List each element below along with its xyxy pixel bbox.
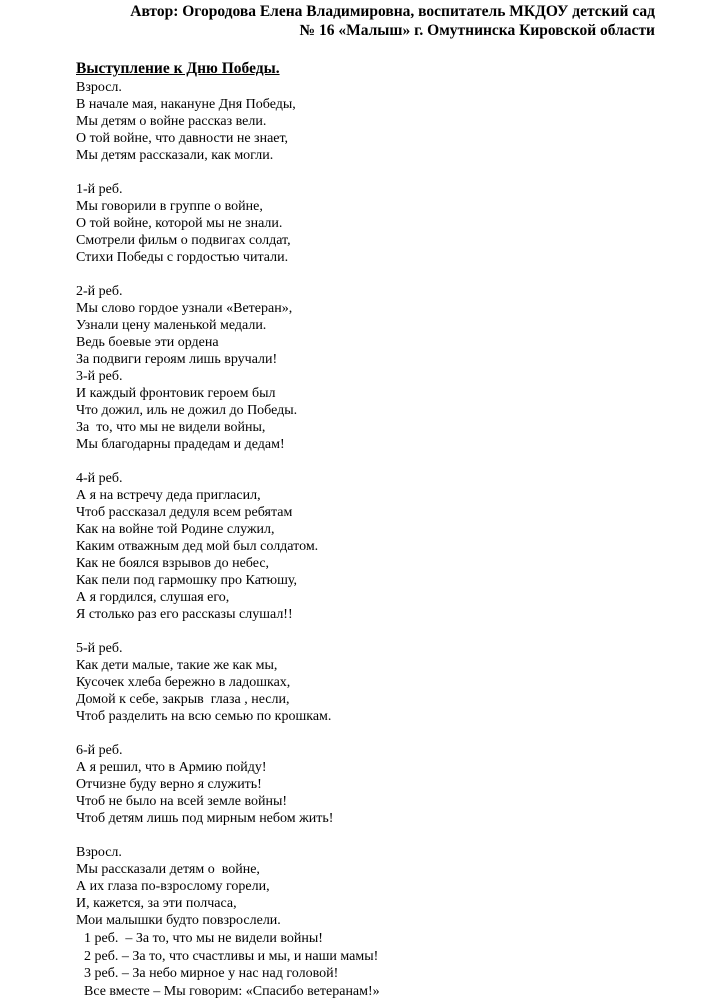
stanza <box>76 640 333 725</box>
poem-line: Мы детям рассказали, как могли. <box>76 148 274 163</box>
poem-line: Стихи Победы с гордостью читали. <box>76 250 289 265</box>
poem-line: Чтоб разделить на всю семью по крошкам. <box>76 709 332 724</box>
page-title: Выступление к Дню Победы. <box>76 60 280 77</box>
poem-line: О той войне, которой мы не знали. <box>76 216 283 231</box>
speaker-label: 3-й реб. <box>76 369 123 384</box>
poem-line: Чтоб рассказал дедуля всем ребятам <box>76 505 293 520</box>
poem-line: Мы рассказали детям о войне, <box>76 862 260 877</box>
document-header <box>130 2 655 40</box>
poem-line: За подвиги героям лишь вручали! <box>76 352 278 367</box>
stanza <box>76 181 333 266</box>
closing-line: Все вместе – Мы говорим: «Спасибо ветеранам!» <box>84 983 380 999</box>
poem-line: А я на встречу деда пригласил, <box>76 488 261 503</box>
poem-line: О той войне, что давности не знает, <box>76 131 289 146</box>
poem-line: Чтоб не было на всей земле войны! <box>76 794 288 809</box>
poem-line: Мы благодарны прадедам и дедам! <box>76 437 285 452</box>
poem-line: Как дети малые, такие же как мы, <box>76 658 278 673</box>
stanza <box>76 844 333 929</box>
header-author-line: Автор: Огородова Елена Владимировна, воспитатель МКДОУ детский сад <box>130 3 655 20</box>
poem-line: Каким отважным дед мой был солдатом. <box>76 539 319 554</box>
poem-body <box>76 79 333 929</box>
stanza <box>76 470 333 623</box>
closing-line: 3 реб. – За небо мирное у нас над головой! <box>84 966 339 982</box>
stanza-spacer <box>76 164 333 181</box>
poem-line: Мы говорили в группе о войне, <box>76 199 263 214</box>
speaker-label: Взросл. <box>76 80 122 95</box>
speaker-label: 1-й реб. <box>76 182 123 197</box>
poem-line: Узнали цену маленькой медали. <box>76 318 267 333</box>
poem-line: А их глаза по-взрослому горели, <box>76 879 270 894</box>
closing-lines <box>84 930 380 1000</box>
poem-line: Кусочек хлеба бережно в ладошках, <box>76 675 291 690</box>
poem-line: А я гордился, слушая его, <box>76 590 230 605</box>
closing-line: 1 реб. – За то, что мы не видели войны! <box>84 931 323 946</box>
stanza-spacer <box>76 623 333 640</box>
poem-line: Мы детям о войне рассказ вели. <box>76 114 267 129</box>
poem-line: А я решил, что в Армию пойду! <box>76 760 267 775</box>
speaker-label: 5-й реб. <box>76 641 123 656</box>
stanza <box>76 79 333 164</box>
poem-line: Ведь боевые эти ордена <box>76 335 219 350</box>
poem-line: Смотрели фильм о подвигах солдат, <box>76 233 291 248</box>
header-kindergarten-line: № 16 «Малыш» г. Омутнинска Кировской области <box>299 22 655 39</box>
poem-line: Мы слово гордое узнали «Ветеран», <box>76 301 293 316</box>
poem-line: За то, что мы не видели войны, <box>76 420 266 435</box>
poem-line: Как не боялся взрывов до небес, <box>76 556 270 571</box>
poem-line: Чтоб детям лишь под мирным небом жить! <box>76 811 334 826</box>
poem-line: И, кажется, за эти полчаса, <box>76 896 237 911</box>
poem-line: Я столько раз его рассказы слушал!! <box>76 607 293 622</box>
stanza-spacer <box>76 827 333 844</box>
stanza <box>76 283 333 368</box>
poem-line: Что дожил, иль не дожил до Победы. <box>76 403 298 418</box>
poem-line: Домой к себе, закрыв глаза , несли, <box>76 692 290 707</box>
stanza-spacer <box>76 266 333 283</box>
poem-line: И каждый фронтовик героем был <box>76 386 276 401</box>
poem-line: В начале мая, накануне Дня Победы, <box>76 97 296 112</box>
speaker-label: 6-й реб. <box>76 743 123 758</box>
poem-line: Как пели под гармошку про Катюшу, <box>76 573 298 588</box>
poem-line: Как на войне той Родине служил, <box>76 522 275 537</box>
speaker-label: Взросл. <box>76 845 122 860</box>
poem-line: Мои малышки будто повзрослели. <box>76 913 281 928</box>
speaker-label: 2-й реб. <box>76 284 123 299</box>
stanza <box>76 368 333 453</box>
closing-line: 2 реб. – За то, что счастливы и мы, и наши мамы! <box>84 948 379 964</box>
poem-line: Отчизне буду верно я служить! <box>76 777 262 792</box>
stanza <box>76 742 333 827</box>
speaker-label: 4-й реб. <box>76 471 123 486</box>
stanza-spacer <box>76 453 333 470</box>
stanza-spacer <box>76 725 333 742</box>
